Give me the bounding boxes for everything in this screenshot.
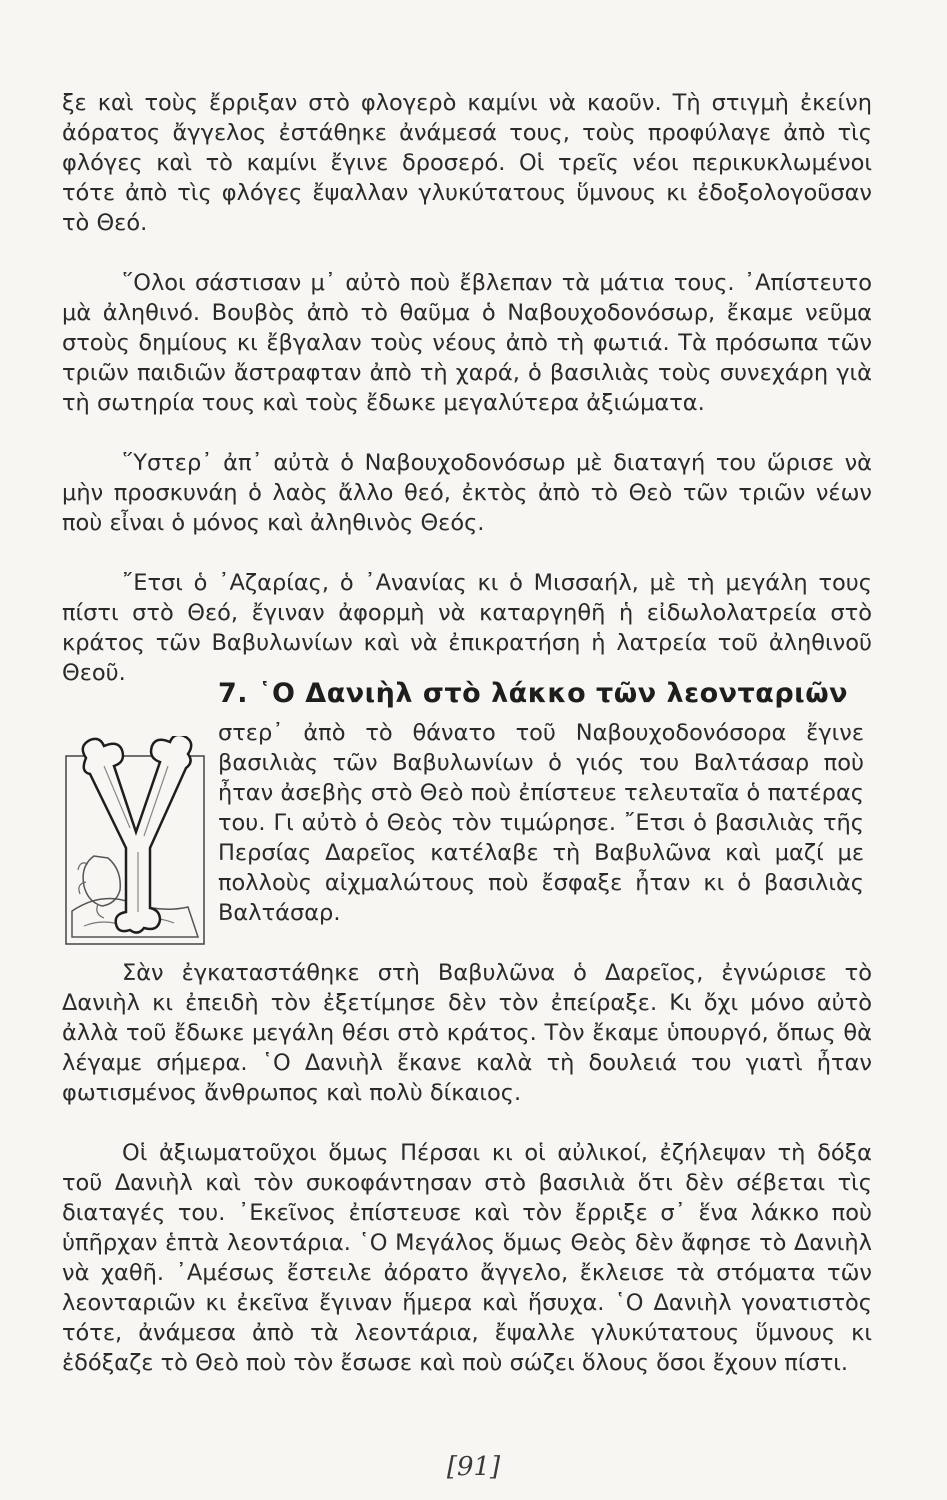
paragraph-4: ῎Ετσι ὁ ᾿Αζαρίας, ὁ ᾿Ανανίας κι ὁ Μισσαήλ, μὲ τὴ μεγάλη τους πίστι στὸ Θεό, ἔγιναν ἀφορμὴ νὰ καταργηθῆ ἡ εἰδωλολατρεία στὸ κράτος τῶν Βαβυλωνίων καὶ νὰ ἐπικρατήση ἡ λατρεία τοῦ ἀληθινοῦ Θεοῦ. [62,570,872,686]
page-number: [91] [446,1452,501,1482]
drop-cap-illustration [64,736,206,950]
paragraph-1: ξε καὶ τοὺς ἔρριξαν στὸ φλογερὸ καμίνι νὰ καοῦν. Τὴ στιγμὴ ἐκείνη ἀόρατος ἄγγελος ἐστάθηκε ἀνάμεσά τους, τοὺς προφύλαγε ἀπὸ τὶς φλόγες καὶ τὸ καμίνι ἔγινε δροσερό. Οἱ τρεῖς νέοι περικυκλωμένοι τότε ἀπὸ τὶς φλόγες ἔψαλλαν γλυκύτατους ὕμνους κι ἐδοξολογοῦσαν τὸ Θεό. [62,90,872,236]
paragraph-2: ῞Ολοι σάστισαν μ᾿ αὐτὸ ποὺ ἔβλεπαν τὰ μάτια τους. ᾿Απίστευτο μὰ ἀληθινό. Βουβὸς ἀπὸ τὸ θαῦμα ὁ Ναβουχοδονόσωρ, ἔκαμε νεῦμα στοὺς δημίους κι ἔβγαλαν τοὺς νέους ἀπὸ τὴ φωτιά. Τὰ πρόσωπα τῶν τριῶν παιδιῶν ἄστραφταν ἀπὸ τὴ χαρά, ὁ βασιλιὰς τοὺς συνεχάρη γιὰ τὴ σωτηρία τους καὶ τοὺς ἔδωκε μεγαλύτερα ἀξιώματα. [62,270,872,416]
paragraph-7: Οἱ ἀξιωματοῦχοι ὅμως Πέρσαι κι οἱ αὐλικοί, ἐζήλεψαν τὴ δόξα τοῦ Δανιὴλ καὶ τὸν συκοφάντησαν στὸ βασιλιὰ ὅτι δὲν σέβεται τὶς διαταγές του. ᾿Εκεῖνος ἐπίστευσε καὶ τὸν ἔρριξε σ᾿ ἕνα λάκκο ποὺ ὑπῆρχαν ἑπτὰ λεοντάρια. ῾Ο Μεγάλος ὅμως Θεὸς δὲν ἄφησε τὸ Δανιὴλ νὰ χαθῆ. ᾿Αμέσως ἔστειλε ἀόρατο ἄγγελο, ἔκλεισε τὰ στόματα τῶν λεονταριῶν κι ἐκεῖνα ἔγιναν ἥμερα καὶ ἥσυχα. ῾Ο Δανιὴλ γονατιστὸς τότε, ἀνάμεσα ἀπὸ τὰ λεοντάρια, ἔψαλλε γλυκύτατους ὕμνους κι ἐδόξαζε τὸ Θεὸ ποὺ τὸν ἔσωσε καὶ ποὺ σώζει ὅλους ὅσοι ἔχουν πίστι. [62,1140,872,1376]
drop-cap-paragraph: στερ᾿ ἀπὸ τὸ θάνατο τοῦ Ναβουχοδονόσορα ἔγινε βασιλιὰς τῶν Βαβυλωνίων ὁ γιός του Βαλτάσαρ ποὺ ἦταν ἀσεβὴς στὸ Θεὸ ποὺ ἐπίστευε τελευταῖα ὁ πατέρας του. Γι αὐτὸ ὁ Θεὸς τὸν τιμώρησε. ῎Ετσι ὁ βασιλιὰς τῆς Περσίας Δαρεῖος κατέλαβε τὴ Βαβυλῶνα καὶ μαζί με πολλοὺς αἰχμαλώτους ποὺ ἔσφαξε ἦταν κι ὁ βασιλιὰς Βαλτάσαρ. [218,720,864,926]
section-heading: 7. ῾Ο Δανιὴλ στὸ λάκκο τῶν λεονταριῶν [218,678,849,709]
drop-cap-lion-illustration-icon [64,736,206,950]
paragraph-6: Σὰν ἐγκαταστάθηκε στὴ Βαβυλῶνα ὁ Δαρεῖος, ἐγνώρισε τὸ Δανιὴλ κι ἐπειδὴ τὸν ἐξετίμησε δὲν τὸν ἐπείραξε. Κι ὄχι μόνο αὐτὸ ἀλλὰ τοῦ ἔδωκε μεγάλη θέσι στὸ κράτος. Τὸν ἔκαμε ὑπουργό, ὅπως θὰ λέγαμε σήμερα. ῾Ο Δανιὴλ ἔκανε καλὰ τὴ δουλειά του γιατὶ ἦταν φωτισμένος ἄνθρωπος καὶ πολὺ δίκαιος. [62,960,872,1106]
paragraph-3: ῞Υστερ᾿ ἀπ᾿ αὐτὰ ὁ Ναβουχοδονόσωρ μὲ διαταγή του ὥρισε νὰ μὴν προσκυνάη ὁ λαὸς ἄλλο θεό, ἐκτὸς ἀπὸ τὸ Θεὸ τῶν τριῶν νέων ποὺ εἶναι ὁ μόνος καὶ ἀληθινὸς Θεός. [62,450,872,536]
